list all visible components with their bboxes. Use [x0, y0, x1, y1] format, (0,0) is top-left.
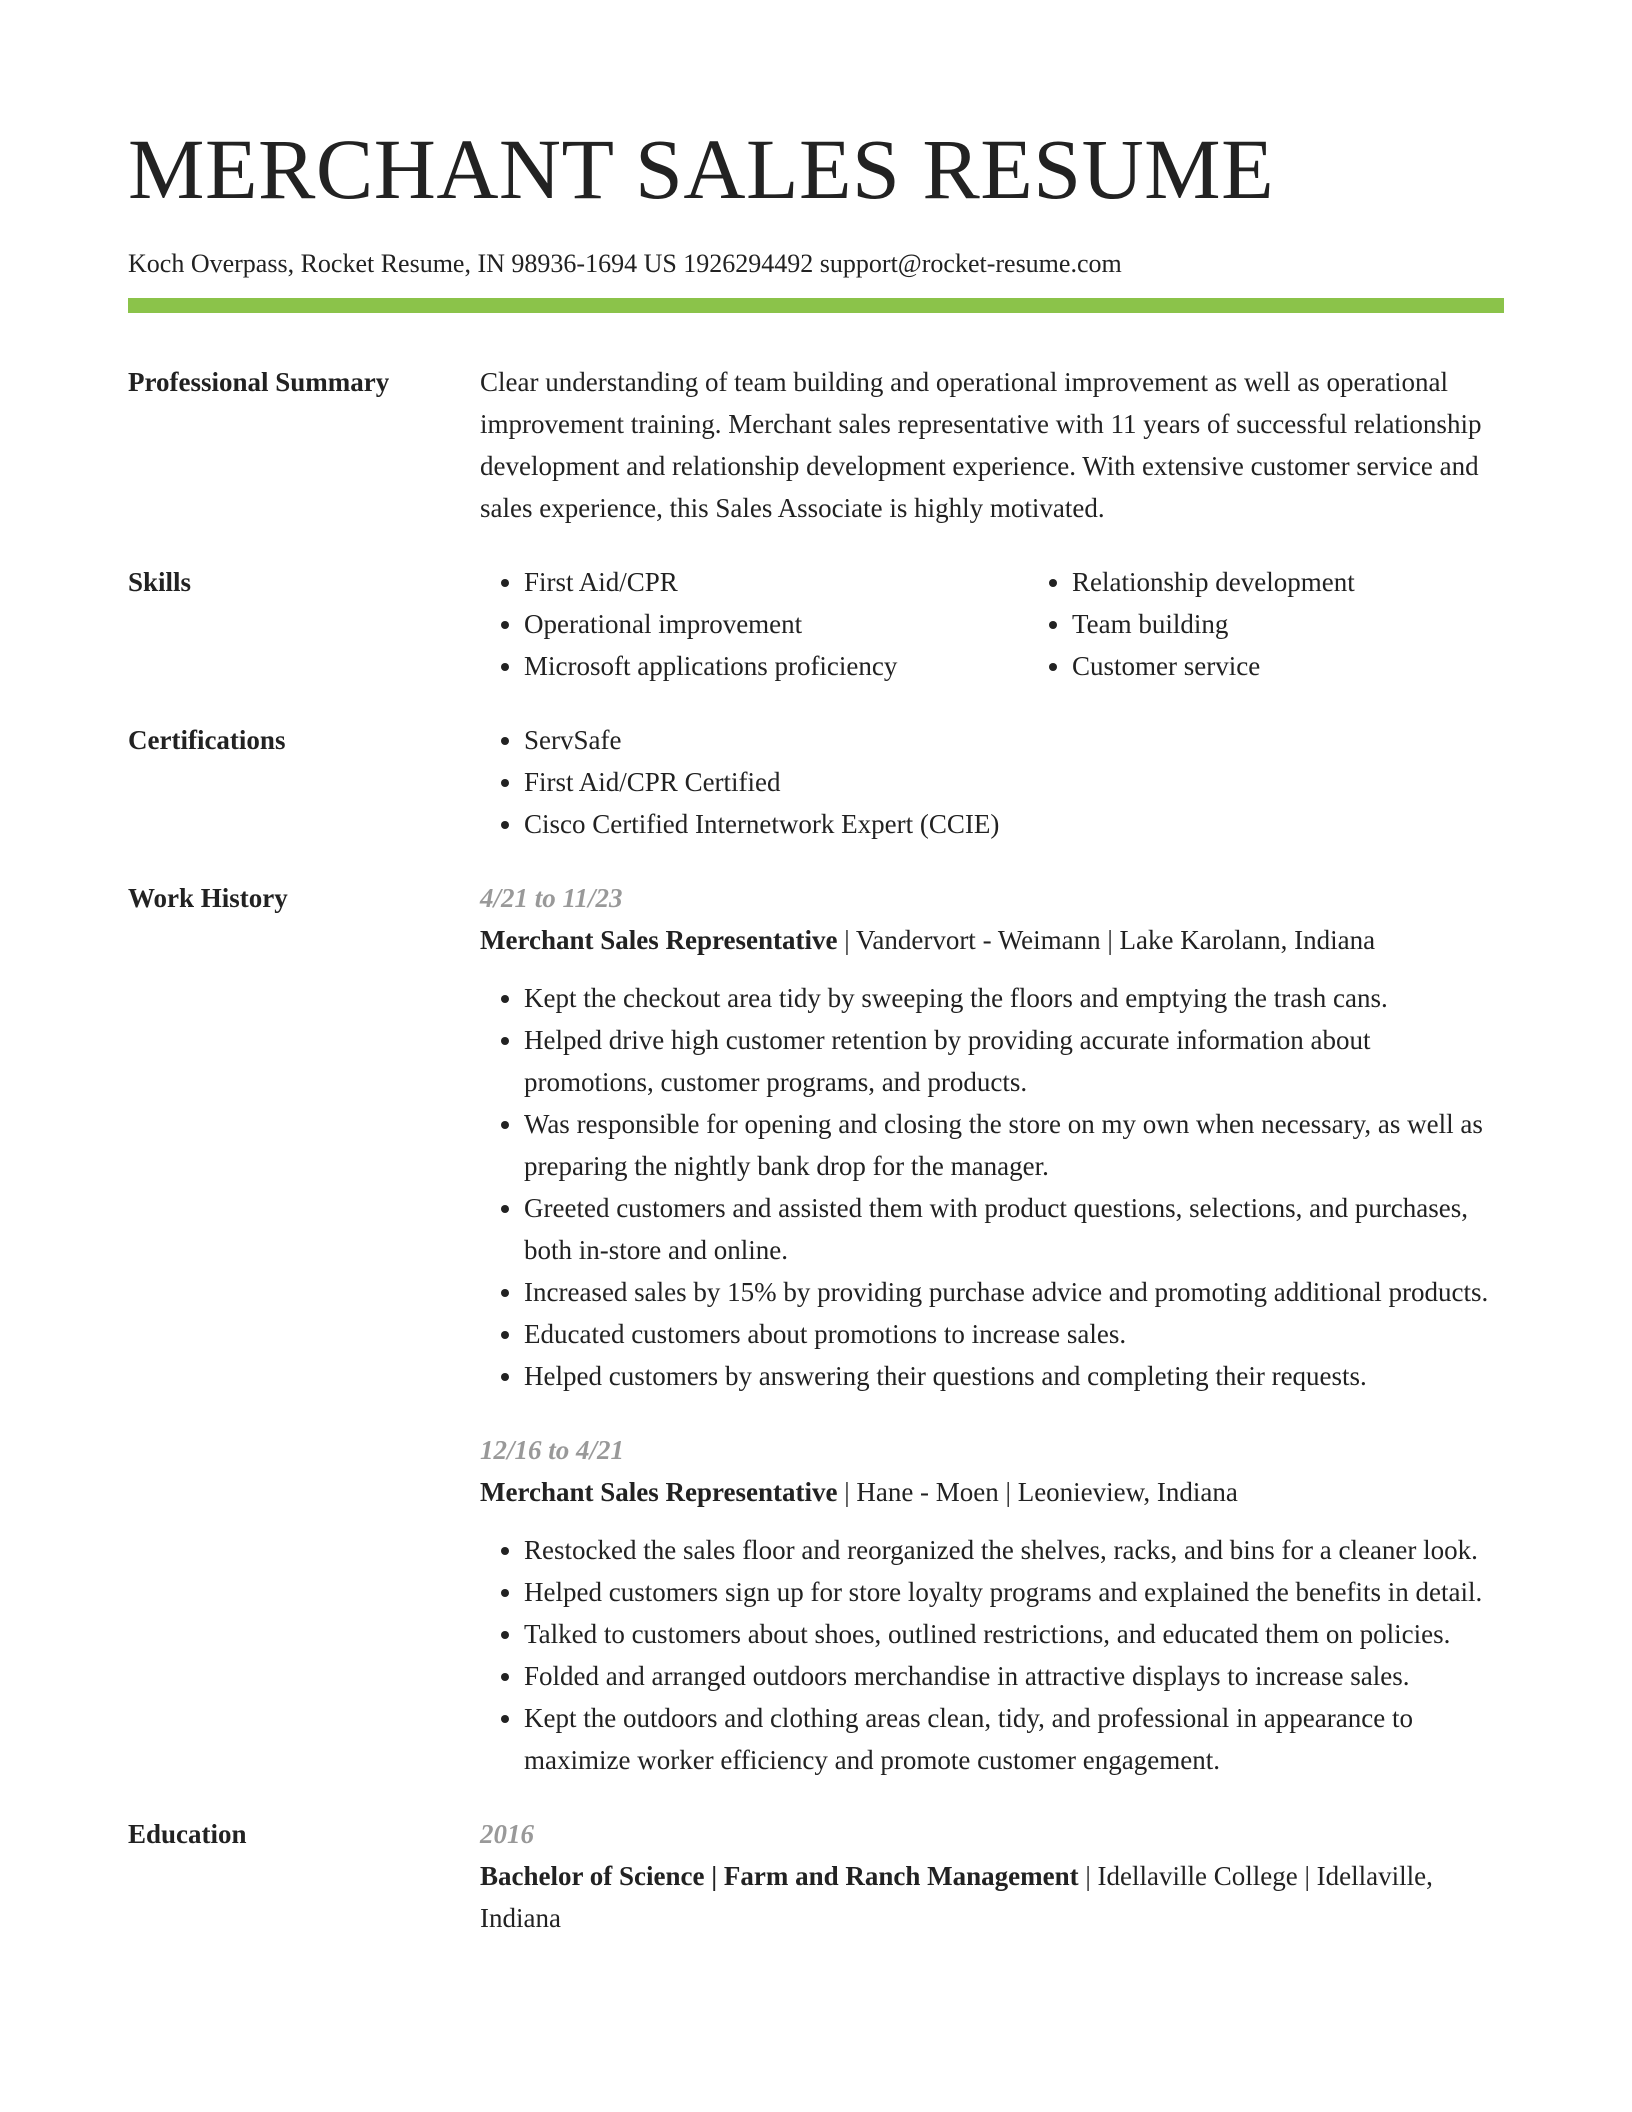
education-degree: Bachelor of Science | Farm and Ranch Management [480, 1861, 1079, 1891]
skill-item: • Team building [1072, 603, 1355, 645]
work-history-label: Work History [128, 883, 288, 913]
skill-item: • First Aid/CPR [524, 561, 1028, 603]
job-bullet: • Was responsible for opening and closing the store on my own when necessary, as well as preparing the nightly bank drop for the manager. [524, 1103, 1504, 1187]
certification-item: • Cisco Certified Internetwork Expert (CCIE) [524, 803, 1504, 845]
job-title: Merchant Sales Representative [480, 925, 838, 955]
job-bullets [480, 977, 1504, 1397]
summary-body [480, 361, 1504, 529]
skill-item: • Microsoft applications proficiency [524, 645, 1028, 687]
summary-section [128, 361, 1504, 529]
job-bullet: • Helped customers by answering their questions and completing their requests. [524, 1355, 1504, 1397]
skills-list-right [1028, 561, 1355, 687]
job-bullet: • Helped customers sign up for store loyalty programs and explained the benefits in detail. [524, 1571, 1504, 1613]
job-entry [480, 1429, 1504, 1781]
education-section [128, 1813, 1504, 1939]
job-bullet: • Helped drive high customer retention by providing accurate information about promotions, customer programs, and products. [524, 1019, 1504, 1103]
skill-item: • Relationship development [1072, 561, 1355, 603]
job-bullets [480, 1529, 1504, 1781]
job-heading [480, 919, 1504, 961]
accent-divider [128, 298, 1504, 313]
job-bullet: • Greeted customers and assisted them with product questions, selections, and purchases, both in-store and online. [524, 1187, 1504, 1271]
job-entry [480, 877, 1504, 1397]
job-bullet: • Restocked the sales floor and reorganized the shelves, racks, and bins for a cleaner look. [524, 1529, 1504, 1571]
job-bullet: • Increased sales by 15% by providing purchase advice and promoting additional products. [524, 1271, 1504, 1313]
work-history-section [128, 877, 1504, 1781]
resume-page [128, 0, 1504, 1939]
certifications-section [128, 719, 1504, 845]
skills-list-left [480, 561, 1028, 687]
job-bullet: • Kept the outdoors and clothing areas clean, tidy, and professional in appearance to maximize worker efficiency and promote customer engagement. [524, 1697, 1504, 1781]
job-heading [480, 1471, 1504, 1513]
certification-item: • ServSafe [524, 719, 1504, 761]
skills-section [128, 561, 1504, 687]
job-title: Merchant Sales Representative [480, 1477, 838, 1507]
education-details: | Idellaville College | Idellaville, Indiana [480, 1861, 1433, 1933]
certification-item: • First Aid/CPR Certified [524, 761, 1504, 803]
job-bullet: • Talked to customers about shoes, outlined restrictions, and educated them on policies. [524, 1613, 1504, 1655]
summary-text: Clear understanding of team building and operational improvement as well as operational improvement training. Merchant sales representative with 11 years of successful relationship development and relationship development experience. With extensive customer service and sales experience, this Sales Associate is highly motivated. [480, 367, 1482, 523]
certifications-body [480, 719, 1504, 845]
job-bullet: • Folded and arranged outdoors merchandise in attractive displays to increase sales. [524, 1655, 1504, 1697]
resume-title: MERCHANT SALES RESUME [128, 121, 1275, 217]
contact-line: Koch Overpass, Rocket Resume, IN 98936-1694 US 1926294492 support@rocket-resume.com [128, 249, 1122, 278]
education-body [480, 1813, 1504, 1939]
skill-item: • Customer service [1072, 645, 1355, 687]
summary-label: Professional Summary [128, 367, 390, 397]
job-dates: 4/21 to 11/23 [480, 883, 623, 913]
skill-item: • Operational improvement [524, 603, 1028, 645]
skills-body [480, 561, 1504, 687]
job-bullet: • Educated customers about promotions to increase sales. [524, 1313, 1504, 1355]
job-details: | Hane - Moen | Leonieview, Indiana [837, 1477, 1238, 1507]
job-dates: 12/16 to 4/21 [480, 1435, 625, 1465]
job-details: | Vandervort - Weimann | Lake Karolann, Indiana [837, 925, 1376, 955]
job-bullet: • Kept the checkout area tidy by sweeping the floors and emptying the trash cans. [524, 977, 1504, 1019]
education-label: Education [128, 1819, 247, 1849]
certifications-list [480, 719, 1504, 845]
certifications-label: Certifications [128, 725, 286, 755]
education-heading [480, 1855, 1504, 1939]
work-history-body [480, 877, 1504, 1781]
education-year: 2016 [480, 1819, 534, 1849]
skills-label: Skills [128, 567, 192, 597]
